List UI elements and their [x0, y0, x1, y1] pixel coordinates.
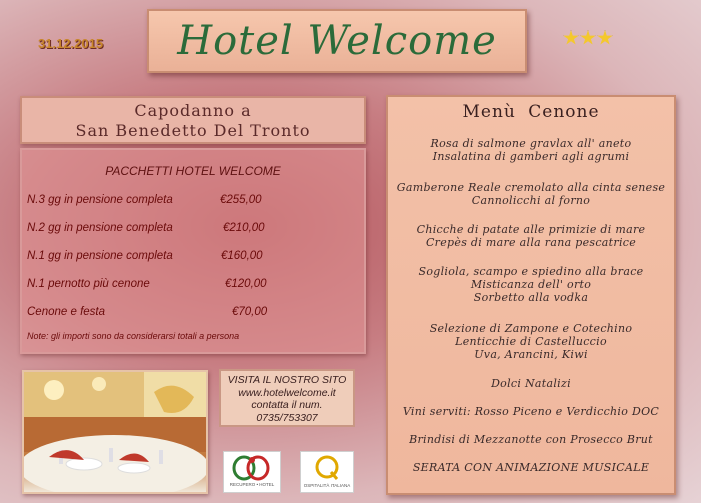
location-header: [20, 96, 366, 144]
package-price: €120,00: [225, 278, 267, 290]
dish-line: Uva, Arancini, Kiwi: [474, 348, 588, 361]
location-line-1: Capodanno a: [134, 101, 252, 120]
packages-title: PACCHETTI HOTEL WELCOME: [105, 164, 281, 178]
package-label: N.1 pernotto più cenone: [27, 278, 150, 290]
package-label: N.2 gg in pensione completa: [27, 222, 173, 234]
dish-line: Misticanza dell' orto: [470, 278, 592, 291]
menu-course: [388, 405, 674, 418]
package-price: €255,00: [220, 194, 262, 206]
dining-room-illustration: [24, 372, 206, 492]
website-link[interactable]: www.hotelwelcome.it: [238, 386, 336, 399]
location-line-2: San Benedetto Del Tronto: [75, 121, 311, 140]
dish-line: Sorbetto alla vodka: [473, 291, 589, 304]
dish-line: Brindisi di Mezzanotte con Prosecco Brut: [409, 433, 653, 446]
menu-course: [388, 265, 674, 304]
dish-line: Rosa di salmone gravlax all' aneto: [430, 137, 632, 150]
partner-logo: [223, 451, 281, 493]
package-label: Cenone e festa: [27, 306, 106, 318]
star-rating: [563, 30, 613, 46]
menu-title: Menù Cenone: [462, 102, 600, 122]
phone-number: 0735/753307: [256, 411, 318, 424]
visit-site-label: VISITA IL NOSTRO SITO: [227, 374, 347, 386]
dish-line: Vini serviti: Rosso Piceno e Verdicchio DOC: [402, 405, 660, 418]
dish-line: Crepès di mare alla rana pescatrice: [425, 236, 637, 249]
dish-line: Sogliola, scampo e spiedino alla brace: [418, 265, 644, 278]
package-price: €70,00: [232, 306, 268, 318]
packages-note: Note: gli importi sono da considerarsi totali a persona: [27, 331, 240, 341]
star-icon: [597, 30, 613, 46]
dining-room-photo: [22, 370, 208, 494]
hotel-title: Hotel Welcome: [177, 18, 497, 64]
menu-panel: [386, 95, 676, 495]
hotel-title-banner: [147, 9, 527, 73]
menu-course: [388, 461, 674, 474]
package-price: €160,00: [221, 250, 263, 262]
menu-course: [388, 181, 674, 207]
dish-line: Cannolicchi al forno: [471, 194, 591, 207]
packages-panel: [20, 148, 366, 354]
dish-line: Lenticchie di Castelluccio: [455, 335, 607, 348]
visit-site-box: [219, 369, 355, 427]
ospitalita-logo: [300, 451, 354, 493]
contact-label: contatta il num.: [251, 399, 323, 411]
star-icon: [580, 30, 596, 46]
dish-line: Chicche di patate alle primizie di mare: [416, 223, 646, 236]
package-label: N.1 gg in pensione completa: [27, 250, 173, 262]
logo2-caption: OSPITALITÀ ITALIANA: [303, 483, 351, 488]
package-price: €210,00: [223, 222, 265, 234]
dish-line: SERATA CON ANIMAZIONE MUSICALE: [412, 461, 650, 474]
dish-line: Dolci Natalizi: [491, 377, 571, 390]
package-label: N.3 gg in pensione completa: [27, 194, 173, 206]
menu-course: [388, 433, 674, 446]
menu-course: [388, 322, 674, 361]
dish-line: Insalatina di gamberi agli agrumi: [432, 150, 630, 163]
dish-line: Gamberone Reale cremolato alla cinta senese: [396, 181, 666, 194]
dish-line: Selezione di Zampone e Cotechino: [429, 322, 633, 335]
menu-course: [388, 137, 674, 163]
event-date: 31.12.2015: [38, 36, 104, 51]
star-icon: [563, 30, 579, 46]
menu-course: [388, 223, 674, 249]
logo1-caption: RECUPERO • HOTEL: [229, 482, 275, 487]
menu-course: [388, 377, 674, 390]
